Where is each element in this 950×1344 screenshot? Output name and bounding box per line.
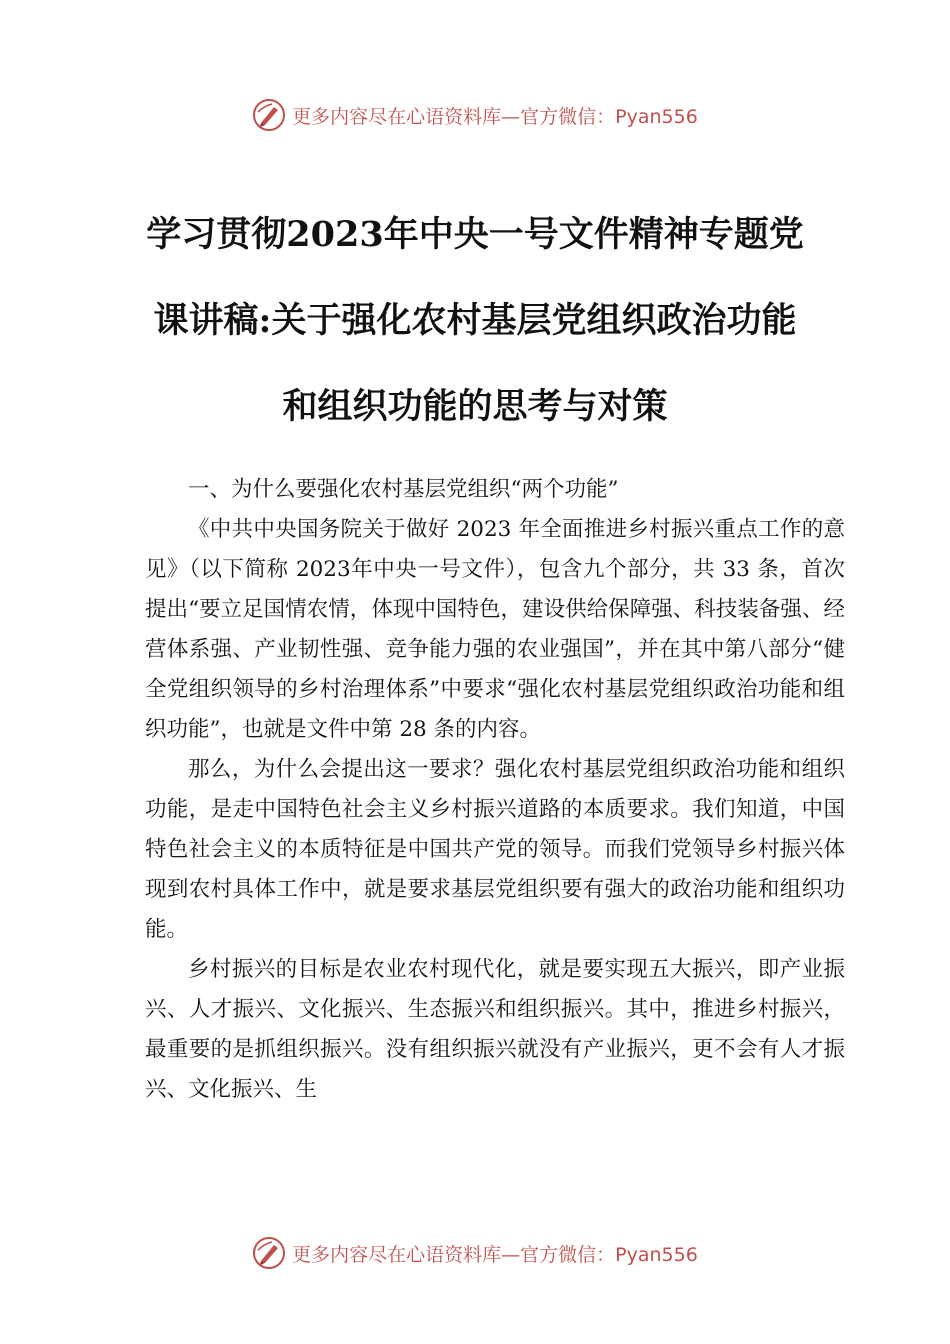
document-title (120, 192, 830, 450)
title-line-3: 和组织功能的思考与对策 (282, 386, 668, 427)
title-line-1: 学习贯彻2023年中央一号文件精神专题党 (146, 214, 804, 255)
body-paragraph: 《中共中央国务院关于做好 2023 年全面推进乡村振兴重点工作的意见》（以下简称 2023年中央一号文件），包含九个部分，共 33 条，首次提出“要立足国情农情，体现中国特色，建设供给保障强、科技装备强、经营体系强、产业韧性强、竞争能力强的农业强国”，并在其中第八部分“健全党组织领导的乡村治理体系”中要求“强化农村基层党组织政治功能和组织功能”，也就是文件中第 28 条的内容。 (145, 517, 845, 742)
document-body (145, 470, 845, 1110)
banner-text (292, 102, 698, 129)
title-line-2: 课讲稿:关于强化农村基层党组织政治功能 (153, 300, 797, 341)
body-paragraph: 那么，为什么会提出这一要求？强化农村基层党组织政治功能和组织功能，是走中国特色社会主义乡村振兴道路的本质要求。我们知道，中国特色社会主义的本质特征是中国共产党的领导。而我们党领导乡村振兴体现到农村具体工作中，就是要求基层党组织要有强大的政治功能和组织功能。 (145, 757, 845, 942)
section-heading: 一、为什么要强化农村基层党组织“两个功能” (188, 477, 619, 502)
banner-label: 更多内容尽在心语资料库—官方微信： (292, 1243, 616, 1266)
wechat-id: Pyan556 (615, 1243, 698, 1266)
wechat-id: Pyan556 (615, 105, 698, 128)
banner-label: 更多内容尽在心语资料库—官方微信： (292, 105, 616, 128)
pen-logo-icon (252, 98, 286, 132)
footer-banner (0, 1233, 950, 1273)
header-banner (0, 95, 950, 135)
banner-text (292, 1240, 698, 1267)
body-paragraph: 乡村振兴的目标是农业农村现代化，就是要实现五大振兴，即产业振兴、人才振兴、文化振兴、生态振兴和组织振兴。其中，推进乡村振兴，最重要的是抓组织振兴。没有组织振兴就没有产业振兴，更不会有人才振兴、文化振兴、生 (145, 957, 845, 1102)
pen-logo-icon (252, 1236, 286, 1270)
